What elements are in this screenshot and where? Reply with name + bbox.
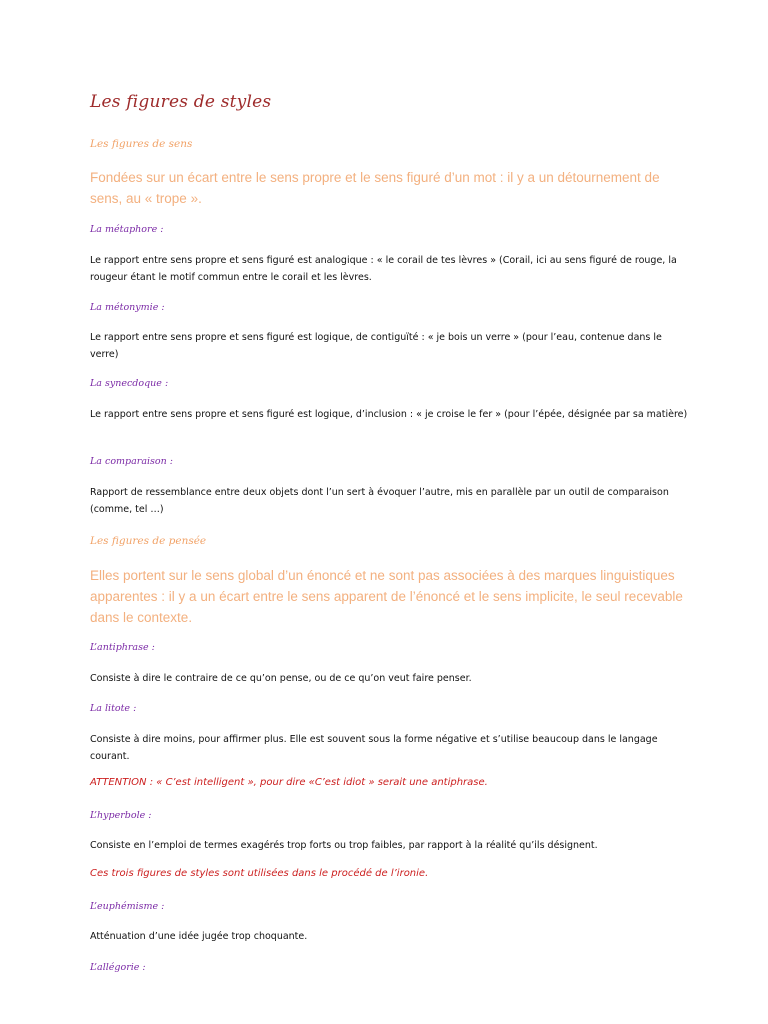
text-metaphore: Le rapport entre sens propre et sens figuré est analogique : « le corail de tes lèvres » (Corail, ici au sens figuré de rouge, la rougeur étant le motif commun entre le corail et les lèvres. (90, 255, 677, 283)
text-litote: Consiste à dire moins, pour affirmer plus. Elle est souvent sous la forme négative et s’utilise beaucoup dans le langage courant. (90, 734, 658, 762)
section-heading-figures-de-pensee: Les figures de pensée (90, 535, 207, 547)
text-metonymie: Le rapport entre sens propre et sens figuré est logique, de contiguïté : « je bois un verre » (pour l’eau, contenue dans le verre) (90, 332, 662, 360)
heading-litote: La litote : (90, 703, 137, 714)
text-hyperbole: Consiste en l’emploi de termes exagérés trop forts ou trop faibles, par rapport à la réalité qu’ils désignent. (90, 840, 598, 851)
text-euphemisme: Atténuation d’une idée jugée trop choquante. (90, 931, 308, 942)
section-intro-figures-de-sens: Fondées sur un écart entre le sens propre et le sens figuré d’un mot : il y a un détournement de sens, au « trope ». (90, 170, 660, 206)
section-intro-figures-de-pensee: Elles portent sur le sens global d’un énoncé et ne sont pas associées à des marques linguistiques apparentes : il y a un écart entre le sens apparent de l’énoncé et le sens implicite, le seul recevable dans le contexte. (90, 568, 683, 625)
text-synecdoque: Le rapport entre sens propre et sens figuré est logique, d’inclusion : « je croise le fer » (pour l’épée, désignée par sa matière) (90, 409, 688, 420)
text-comparaison: Rapport de ressemblance entre deux objets dont l’un sert à évoquer l’autre, mis en parallèle par un outil de comparaison (comme, tel …) (90, 487, 669, 515)
heading-euphemisme: L’euphémisme : (90, 901, 165, 912)
heading-antiphrase: L’antiphrase : (90, 642, 155, 653)
heading-hyperbole: L’hyperbole : (90, 810, 152, 821)
heading-metonymie: La métonymie : (90, 302, 165, 313)
attention-note: ATTENTION : « C’est intelligent », pour dire «C’est idiot » serait une antiphrase. (90, 777, 488, 788)
heading-metaphore: La métaphore : (90, 224, 164, 235)
document-title: Les figures de styles (90, 92, 272, 112)
heading-allegorie: L’allégorie : (90, 962, 146, 973)
text-antiphrase: Consiste à dire le contraire de ce qu’on pense, ou de ce qu’on veut faire penser. (90, 673, 472, 684)
heading-comparaison: La comparaison : (90, 456, 173, 467)
ironie-note: Ces trois figures de styles sont utilisées dans le procédé de l’ironie. (90, 868, 429, 879)
heading-synecdoque: La synecdoque : (90, 378, 169, 389)
section-heading-figures-de-sens: Les figures de sens (90, 138, 193, 150)
